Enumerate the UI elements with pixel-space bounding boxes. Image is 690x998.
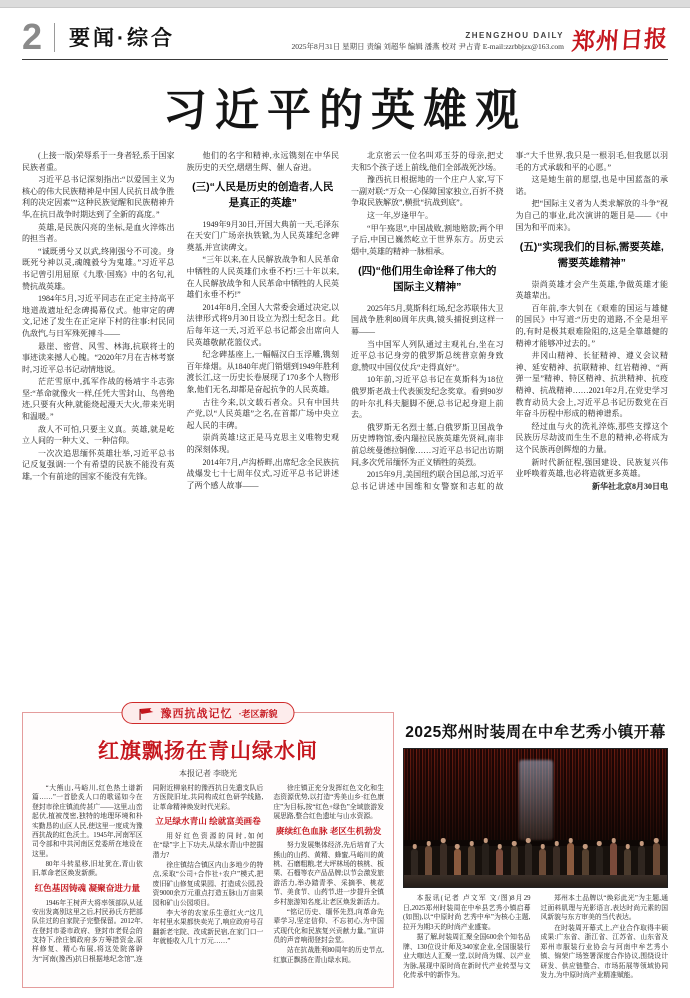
model-figure	[539, 849, 546, 877]
column-banner	[121, 702, 294, 724]
paragraph: 1949年9月30日,开国大典前一天,毛泽东在天安门广场亲执铁锨,为人民英雄纪念碑奠基,并宣读碑文。	[186, 219, 339, 252]
fashion-article	[403, 712, 668, 998]
paragraph: 据了解,时装周汇聚全国600余个知名品牌、130位设计师及340家企业,全国服装行业大咖达人汇聚一堂,以时尚为媒、以产业为脉,展现中原时尚在新时代产业转型与文化传承中的新作为。	[403, 934, 531, 980]
page-header	[22, 16, 670, 60]
paragraph: 这是她生前的愿望,也是中国蓝盔的承诺。	[515, 175, 668, 196]
model-figure	[468, 846, 475, 877]
paragraph: 这一年,岁逢甲午。	[367, 210, 433, 220]
model-figure	[624, 849, 631, 877]
paragraph: 古往今来,以文载石者众。只有中国共产党,以“人民英雄”之名,在首都广场中央立起人民的丰碑。	[186, 397, 339, 430]
paragraph: 新时代新征程,强国建设、民族复兴伟业呼唤着英雄,也必将造就更多英雄。	[515, 457, 668, 479]
paragraph: 80年斗转星移,旧址犹在,青山依旧,革命老区焕发新颜。	[32, 861, 143, 878]
paragraph: 本报讯(记者 卢文军 文/图)8月29日,2025郑州时装周在中牟县艺秀小镇启幕(如图),以“中原时尚 艺秀中牟”为核心主题,拉开为期3天的时尚产业盛宴。	[403, 895, 531, 931]
header-meta	[291, 31, 564, 52]
paragraph: 当中国军人列队通过主观礼台,坐在习近平总书记身旁的俄罗斯总统普京俯身致意,赞叹中国仪仗兵“走得真好”。	[351, 339, 504, 372]
section-heading: 立足绿水青山 绘就富美画卷	[155, 816, 261, 827]
model-figure	[511, 846, 518, 877]
section-heading: (五)“实现我们的目标,需要英雄,需要英雄精神”	[519, 241, 664, 269]
paragraph: 俄罗斯无名烈士墓,白俄罗斯卫国战争历史博物馆,委内瑞拉民族英雄先贤祠,南非前总统曼德拉铜像……习近平总书记出访期间,多次凭吊缅怀为正义牺牲的英烈。	[351, 422, 504, 467]
model-figure	[525, 843, 532, 877]
section-heading: 红色基因铸魂 凝聚奋进力量	[34, 882, 141, 893]
paragraph: 努力发展集体经济,先后培育了大熊山的山药、黄精、蜂蜜,马峪川的黄桃、石磨粗粮,老大坪林场的核桃、板栗、石榴等农产品品牌;以节会激发旅游活力,举办踏青季、采摘季、桃花节、美食节、山药节,进一步提升全镇乡村旅游知名度,让老区焕发新活力。	[273, 842, 384, 906]
model-figure	[610, 843, 617, 877]
model-figure	[582, 849, 589, 877]
model-figure	[567, 843, 574, 877]
masthead	[291, 26, 670, 55]
paragraph: “三年以来,在人民解放战争和人民革命中牺牲的人民英雄们永垂不朽!三十年以来,在人民解放战争和人民革命中牺牲的人民英雄们永垂不朽!”	[186, 255, 339, 300]
dateline: 2025年8月31日 星期日 责编 刘超华 编辑 潘燕 校对 尹占青 E-mail:zzrbbjzx@163.com	[291, 41, 564, 51]
bottom-section	[22, 708, 668, 998]
main-headline: 习近平的英雄观	[163, 86, 527, 135]
paragraph: (上接一版)荣辱系于一身者轻,系于国家民族者重。	[22, 151, 175, 172]
paragraph: 徐庄镇正充分发挥红色文化和生态资源优势,以打造“秀美山乡·红色康庄”为目标,按“红色+绿色”全域旅游发展思路,整合红色遗址与山水资源。	[273, 785, 384, 821]
paragraph: 站在抗战胜利80周年的历史节点,红旗正飘扬在青山绿水间。	[273, 947, 384, 964]
paragraph: 他们的名字和精神,永远镌刻在中华民族历史的天空,熠熠生辉、催人奋进。	[186, 151, 339, 172]
paragraph: 用好红色资源的同时,如何在“绿”字上下功夫,从绿水青山中挖掘潜力?	[152, 832, 264, 859]
memory-byline: 本报记者 李晓光	[179, 769, 237, 778]
paragraph: 10年前,习近平总书记在莫斯科为18位俄罗斯老战士代表颁发纪念奖章。看到90岁的叶尔扎科夫腿脚不便,总书记起身迎上前去。	[351, 375, 504, 420]
news-agency-sign: 新华社北京8月30日电	[592, 481, 668, 491]
model-figure	[482, 843, 489, 877]
stage-screen	[519, 760, 553, 840]
model-figure	[653, 843, 660, 877]
banner-title: 豫西抗战记忆	[160, 708, 233, 720]
paragraph: “铭记历史、缅怀先烈,向革命先辈学习,坚定信仰、不忘初心,为中国式现代化和民族复兴贡献力量。”宣讲员的声音响彻登封会堂。	[273, 908, 384, 945]
model-figure	[454, 849, 461, 877]
paragraph: 2015年9月,美国纽约联合国总部,习近平总书记讲述中国维和女警察和志虹的故事:“大千世界,我只是一根羽毛,但我愿以羽毛的方式承载和平的心愿。”	[351, 151, 668, 491]
model-figure	[496, 849, 503, 877]
section-heading: 赓续红色血脉 老区生机勃发	[275, 825, 382, 836]
section-title: 要闻·综合	[69, 27, 176, 50]
model-figure	[638, 846, 645, 877]
model-figure	[553, 846, 560, 877]
paragraph: 一次次追思缅怀英雄壮举,习近平总书记反复强调:一个有希望的民族不能没有英雄,一个有前途的国家不能没有先锋。	[22, 448, 175, 482]
fashion-article-body	[403, 894, 668, 998]
masthead-english: ZHENGZHOU DAILY	[465, 31, 564, 41]
paragraph: “甲午殇思”,中国战败,割地赔款;两个甲子后,中国已巍然屹立于世界东方。历史云烟中,英雄的精神一脉相承。	[351, 223, 504, 256]
paragraph: 经过血与火的洗礼淬炼,那些支撑这个民族历尽劫波而生生不息的精神,必将成为这个民族再创辉煌的力量。	[515, 421, 668, 454]
page-top-edge	[0, 0, 690, 8]
paragraph: 2025年5月,莫斯科红场,纪念苏联伟大卫国战争胜利80周年庆典,镜头捕捉到这样一幕——	[351, 303, 504, 337]
paragraph: 纪念碑基座上,一幅幅汉白玉浮雕,镌刻百年烽烟。从1840年虎门销烟到1949年胜利渡长江,这一历史长卷展现了170多个人物形象,他们无名,却都是奋起抗争的人民英雄。	[186, 350, 339, 394]
memory-headline: 红旗飘扬在青山绿水间	[98, 740, 318, 763]
model-figure	[411, 849, 418, 877]
paragraph: 郑州本土品牌以“焕彩此光”为主题,通过面料肌理与光影语言,表达时尚元素的国风新貌与东方审美的当代表达。	[540, 895, 668, 922]
paragraph: 茫茫雪原中,孤军作战的杨靖宇斗志弥坚:“革命就像火一样,任凭大雪封山、鸟兽绝迹,只要有火种,就能烧起漫天大火,带来光明和温暖。”	[22, 377, 175, 422]
paragraph: 崇尚英雄才会产生英雄,争做英雄才能英雄辈出。	[515, 279, 668, 301]
section-heading: (四)“他们用生命诠释了伟大的国际主义精神”	[358, 265, 497, 294]
section-heading: (三)“人民是历史的创造者,人民是真正的英雄”	[192, 181, 334, 209]
memory-feature-box	[22, 708, 394, 988]
model-figure	[596, 846, 603, 877]
paragraph: 百年前,李大钊在《艰难的国运与雄健的国民》中写道:“历史的道路,不全是坦平的,有时是极其艰难险阻的,这是全靠雄健的精神才能够冲过去的。”	[515, 303, 668, 348]
main-article-body	[22, 150, 668, 702]
paragraph: 2014年8月,全国人大常委会通过决定,以法律形式将9月30日设立为烈士纪念日。此后每年这一天,习近平总书记都会出席向人民英雄敬献花篮仪式。	[186, 302, 339, 347]
paragraph: 李大爷的农家乐生意红火:“这几年村里水果都快卖光了,响应政府号召翻新老宅院、改成新民宿,在家门口一年就能收入几十万元……”	[152, 909, 264, 946]
paragraph: 豫西抗日根据地的一个庄户人家,写下一副对联:“万众一心保障国家独立,百折不挠争取民族解放”,横批“抗战到底”。	[351, 175, 504, 208]
paragraph: 1946年王树声大将率领部队从延安出发离别这里之后,村民孙氏方把部队住过的自家院子完整保留。2012年,在登封市委市政府、登封市老促会的支持下,徐庄镇政府多方筹措资金,原样修复、精心布展,将这处院落辟为“河南(豫西)抗日根据地纪念馆”,连同附近柳泉村的豫西抗日先遣支队后方医院旧址,共同构成红色研学线路,让革命精神焕发时代光彩。	[32, 785, 264, 963]
model-figure	[440, 843, 447, 877]
paragraph: 敌人不可怕,只要主义真。英雄,就是屹立人间的一种大义、一种信仰。	[22, 424, 175, 446]
page-number: 2	[22, 23, 55, 52]
fashion-show-photo	[403, 748, 668, 888]
banner-subtitle: ·老区新貌	[238, 708, 278, 719]
paragraph: 徐庄镇结合镇区内山多地少的特点,采取“公司+合作社+农户”模式,把废旧矿山修复成果园、打造成公园,投资9000余万元重点打造五脉山万亩果园和矿山公园项目。	[152, 862, 264, 907]
paragraph: 在时装周开幕式上,产业合作取得丰硕成果:广东省、浙江省、江苏省、山东省及郑州市服装行业协会与河南中牟艺秀小镇、锦荣广场签署深度合作协议,围绕设计研发、供应链整合、市场拓展等领域协同发力,为中原时尚产业精准赋能。	[540, 924, 668, 980]
paragraph: “诚既勇兮又以武,终刚强兮不可凌。身既死兮神以灵,魂魄毅兮为鬼雄。”习近平总书记曾引用屈原《九歌·国殇》中的名句,礼赞抗战英雄。	[22, 246, 175, 291]
memory-article-body	[32, 784, 384, 980]
paragraph: 把“国际主义者为人类求解放的斗争”视为自己的事业,此次演讲的题目是——《中国为和平而来》。	[515, 199, 668, 232]
red-flag-icon	[138, 708, 154, 719]
paragraph: 井冈山精神、长征精神、遵义会议精神、延安精神、抗联精神、红岩精神、“两弹一星”精神、特区精神、抗洪精神、抗疫精神、抗战精神……2021年2月,在党史学习教育动员大会上,习近平总书记历数党在百年奋斗历程中形成的精神谱系。	[515, 351, 668, 419]
paragraph: 英雄,是民族闪亮的坐标,是血火淬炼出的担当者。	[22, 222, 175, 244]
paragraph: 北京密云一位名叫邓玉芬的母亲,把丈夫和5个孩子送上前线,他们全部战死沙场。	[351, 151, 504, 172]
paragraph: 2014年7月,卢沟桥畔,出席纪念全民族抗战爆发七十七周年仪式,习近平总书记讲述了两个感人故事——	[186, 457, 339, 490]
stage-floor	[404, 875, 667, 887]
paragraph: 1984年5月,习近平同志在正定主持高平地道战遗址纪念碑揭幕仪式。他审定的碑文,记述了发生在正定岸下村的往事:村民同仇敌忾,与日军殊死搏斗——	[22, 294, 175, 338]
model-figure	[425, 846, 432, 877]
paragraph: 悬崖、密营、风雪、林海,抗联将士的事迹读来撼人心魄。“2020年7月在吉林考察时,习近平总书记动情地说。	[22, 341, 175, 374]
masthead-logo: 郑州日报	[570, 26, 670, 55]
paragraph: 习近平总书记深刻指出:“以爱国主义为核心的伟大民族精神是中国人民抗日战争胜利的决定因素”“这种民族觉醒和民族精神升华,在抗日战争时期达到了全新的高度。”	[22, 175, 175, 219]
paragraph: 崇尚英雄!这正是马克思主义唯物史观的深刻体现。	[186, 433, 339, 454]
model-lineup	[404, 837, 667, 877]
fashion-headline: 2025郑州时装周在中牟艺秀小镇开幕	[405, 724, 666, 741]
paragraph: “大熊山,马峪川,红色热土谱新篇……”一首脍炙人口的歌谣如今在登封市徐庄镇流传甚广——这里,山峦起伏,植被茂密,独特的地理环境和朴实勤恳的山区人民,使这里一度成为豫西抗战的红色沃土。1945年,河南军区司令部和中共河南区党委所在地设在这里。	[32, 785, 143, 858]
